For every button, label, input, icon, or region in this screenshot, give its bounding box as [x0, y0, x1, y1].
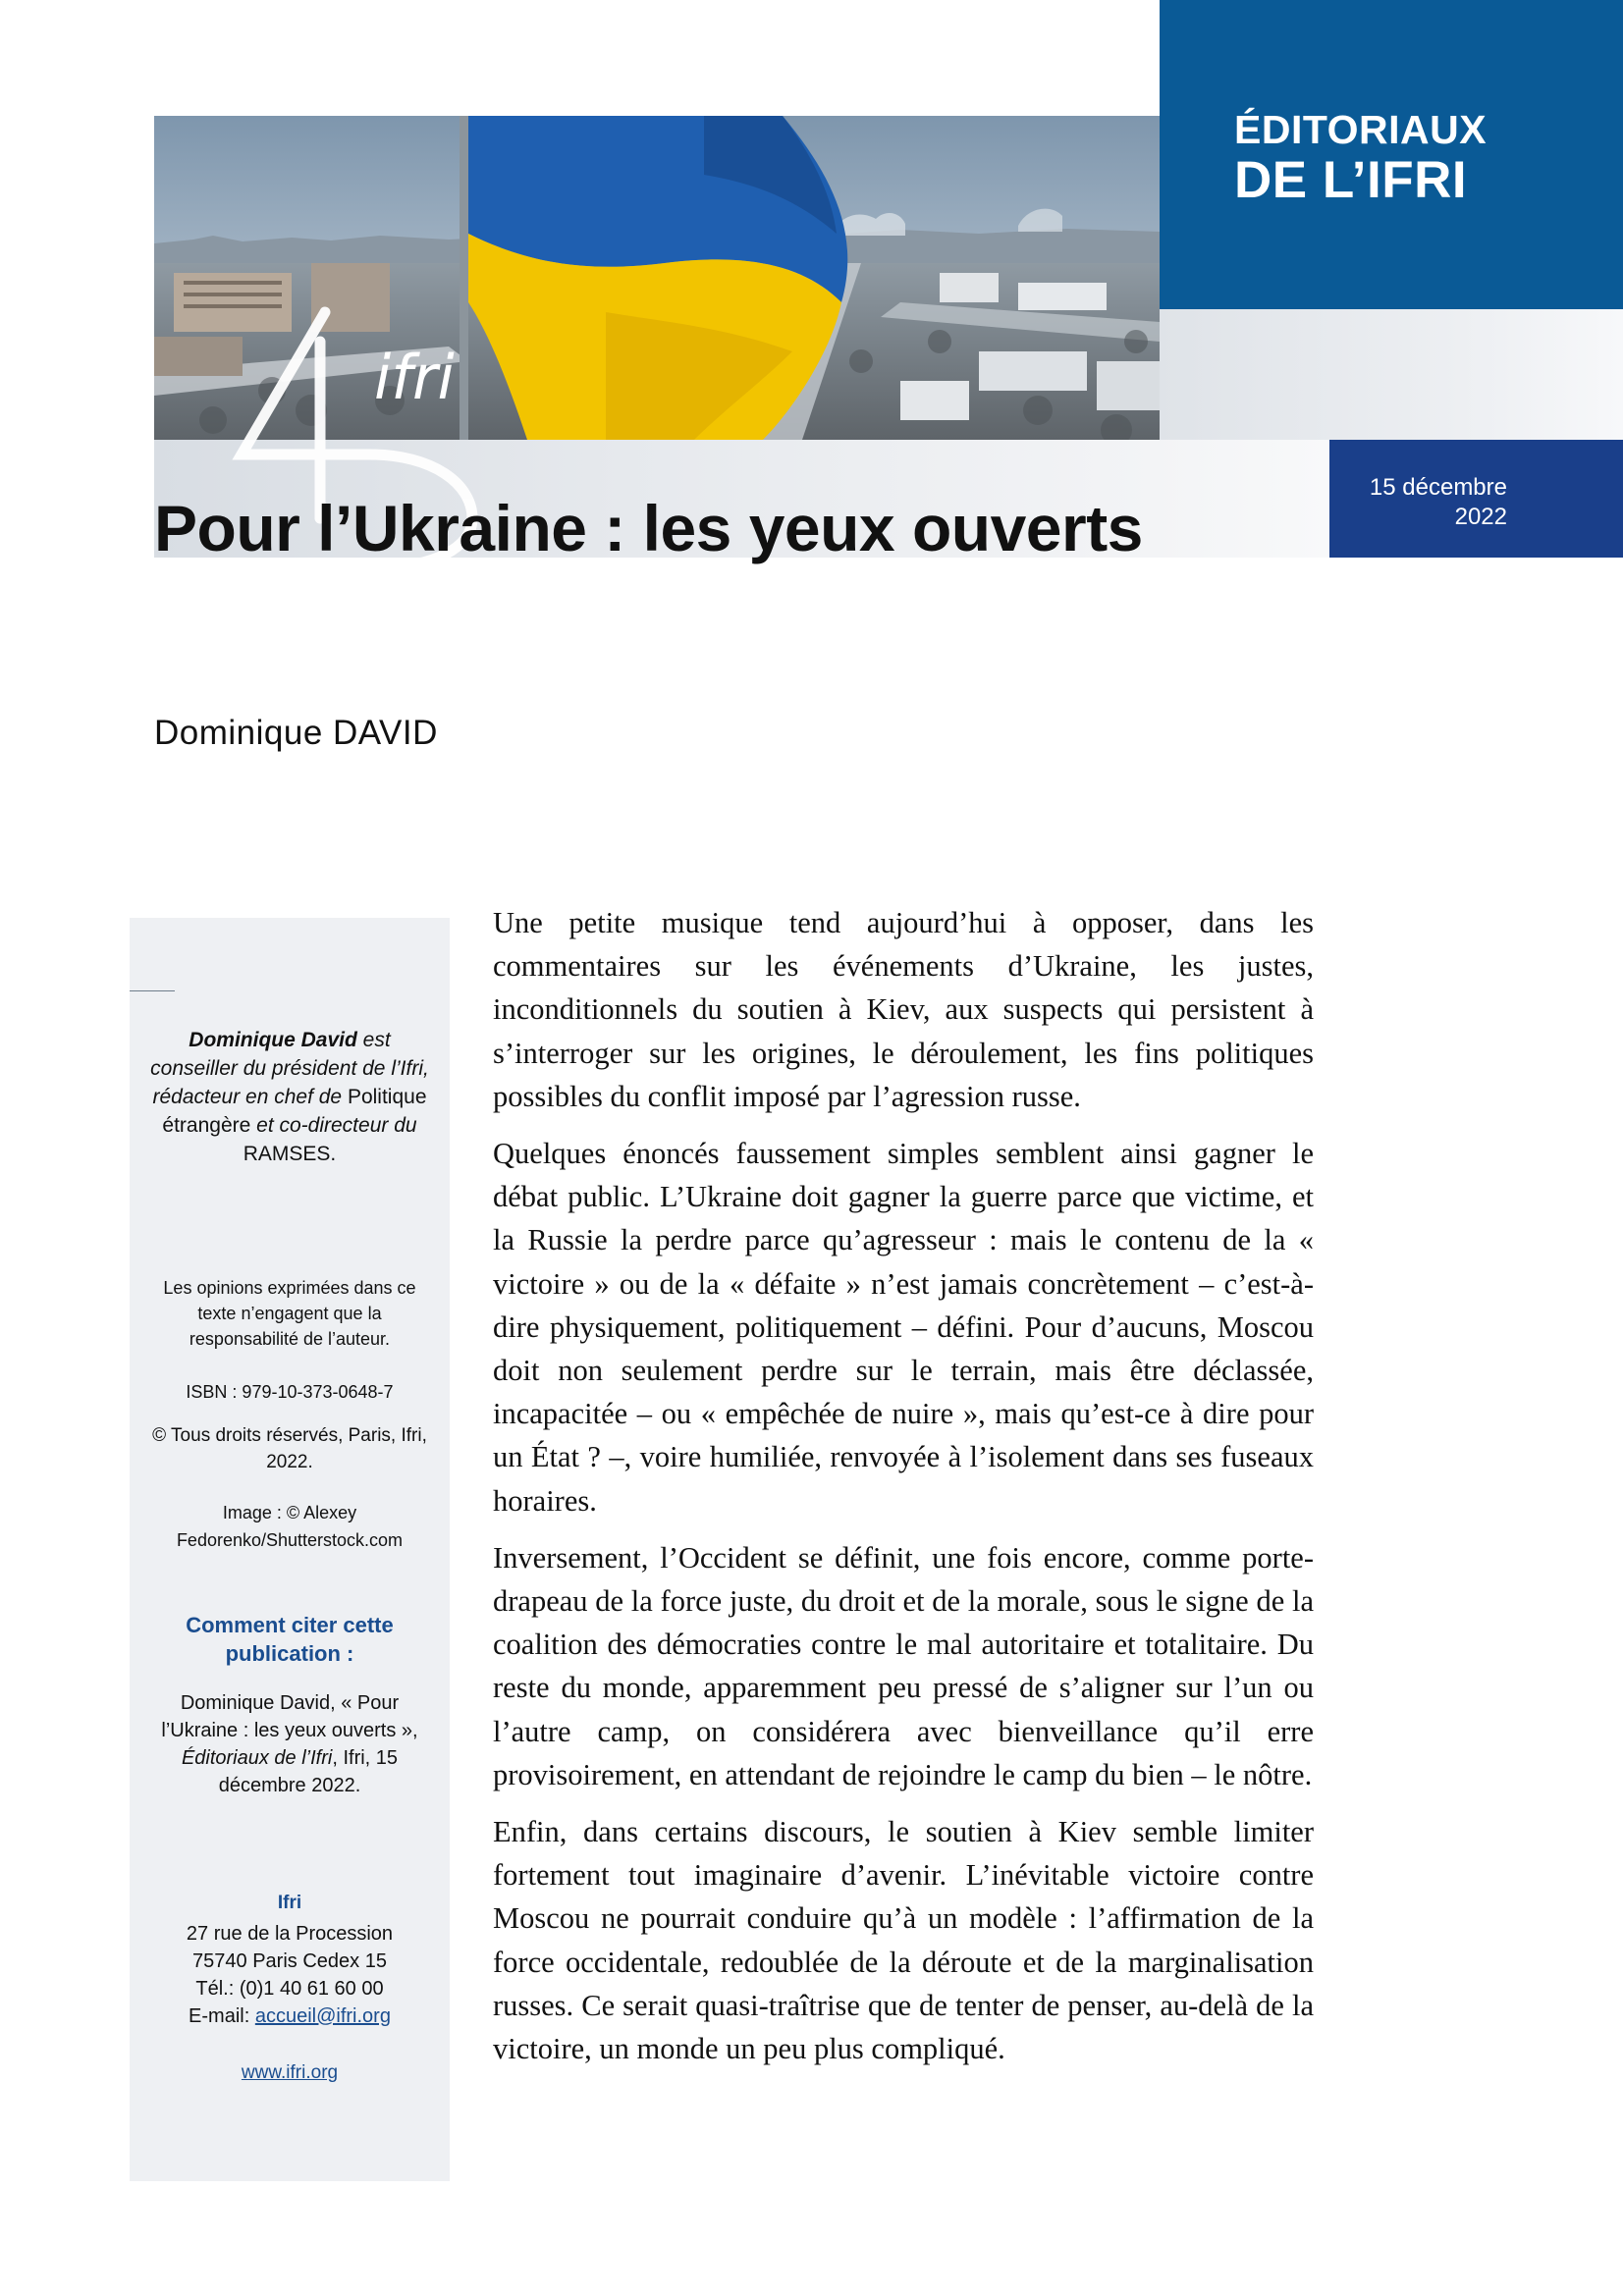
author-bio-text-3: . — [330, 1143, 337, 1165]
org-city: 75740 Paris Cedex 15 — [192, 1950, 387, 1972]
citation-text-1: Dominique David, « Pour l’Ukraine : les yeux ouverts », — [161, 1692, 418, 1741]
org-email-line — [149, 2002, 430, 2030]
series-title-line2: DE L’IFRI — [1234, 151, 1468, 209]
author-bio-text-1: est conseiller du président de l’Ifri, rédacteur en chef de — [150, 1029, 429, 1108]
org-email-link[interactable]: accueil@ifri.org — [254, 2005, 391, 2027]
org-email-label: E-mail: — [189, 2005, 255, 2027]
sidebar-divider — [130, 990, 175, 991]
citation-series: Éditoriaux de l’Ifri — [181, 1747, 333, 1769]
isbn: ISBN : 979-10-373-0648-7 — [186, 1382, 394, 1402]
author-bio-text-2: et co-directeur du — [250, 1114, 417, 1137]
author-bio — [149, 1026, 430, 1168]
series-title-line1: ÉDITORIAUX — [1234, 107, 1488, 152]
logo-wordmark: ifri — [374, 342, 455, 413]
header-gradient-band — [1160, 309, 1623, 440]
paragraph-4: Enfin, dans certains discours, le soutien à Kiev semble limiter fortement tout imaginaire d’avenir. L’inévitable victoire contre Moscou ne pourrait conduire qu’à un modèle : l’affirmation de la force occidentale, redoublée de la déroute et de la marginalisation russes. Ce serait quasi-traîtrise que de tenter de penser, au-delà de la victoire, un monde un peu plus compliqué. — [493, 1815, 1314, 2066]
org-name: Ifri — [277, 1893, 302, 1913]
paragraph-3: Inversement, l’Occident se définit, une fois encore, comme porte-drapeau de la force juste, du droit et de la morale, sous le signe de la coalition des démocraties contre le mal autoritaire et totalitaire. Du reste du monde, apparemment peu pressé de s’aligner sur l’un ou l’autre camp, on considérera avec bienveillance qu’il erre provisoirement, en attendant de rejoindre le camp du bien – le nôtre. — [493, 1540, 1314, 1791]
sidebar — [130, 918, 450, 2181]
citation-heading: Comment citer cette publication : — [186, 1613, 394, 1666]
date-day-month: 15 décembre — [1369, 474, 1507, 501]
org-street: 27 rue de la Procession — [186, 1923, 394, 1945]
author-bio-journal: Politique étrangère — [162, 1086, 427, 1137]
author-name: Dominique DAVID — [154, 714, 438, 752]
date-box — [1329, 440, 1623, 558]
org-address — [149, 1920, 430, 2030]
series-title — [1234, 107, 1568, 209]
publication-date — [1370, 473, 1507, 532]
page-title: Pour l’Ukraine : les yeux ouverts — [154, 492, 1143, 564]
article-body — [493, 901, 1314, 2084]
org-phone: Tél.: (0)1 40 61 60 00 — [195, 1978, 384, 2000]
citation-text — [149, 1689, 430, 1799]
disclaimer: Les opinions exprimées dans ce texte n’engagent que la responsabilité de l’auteur. — [163, 1278, 416, 1349]
paragraph-1: Une petite musique tend aujourd’hui à opposer, dans les commentaires sur les événements d’Ukraine, les justes, inconditionnels du soutien à Kiev, aux suspects qui persistent à s’interroger sur les origines, le déroulement, les fins politiques possibles du conflit imposé par l’agression russe. — [493, 906, 1314, 1113]
paragraph-2: Quelques énoncés faussement simples semblent ainsi gagner le débat public. L’Ukraine doit gagner la guerre parce que victime, et la Russie la perdre parce qu’agresseur : mais le contenu de la « victoire » ou de la « défaite » n’est jamais concrètement – c’est-à-dire physiquement, politiquement – défini. Pour d’aucuns, Moscou doit non seulement perdre sur le terrain, mais être déclassée, incapacitée – ou « empêchée de nuire », mais qu’est-ce à dire pour un État ? –, voire humiliée, renvoyée à l’isolement dans ses fuseaux horaires. — [493, 1137, 1314, 1518]
date-year: 2022 — [1454, 504, 1507, 530]
author-bio-name: Dominique David — [189, 1029, 357, 1051]
copyright: © Tous droits réservés, Paris, Ifri, 2022. — [152, 1425, 427, 1472]
citation-text-2: , Ifri, 15 décembre 2022. — [218, 1747, 399, 1796]
org-website-link[interactable]: www.ifri.org — [241, 2062, 339, 2083]
image-credit: Image : © Alexey Fedorenko/Shutterstock.com — [176, 1503, 404, 1550]
series-banner — [1160, 0, 1623, 309]
author-bio-ramses: RAMSES — [243, 1143, 331, 1165]
